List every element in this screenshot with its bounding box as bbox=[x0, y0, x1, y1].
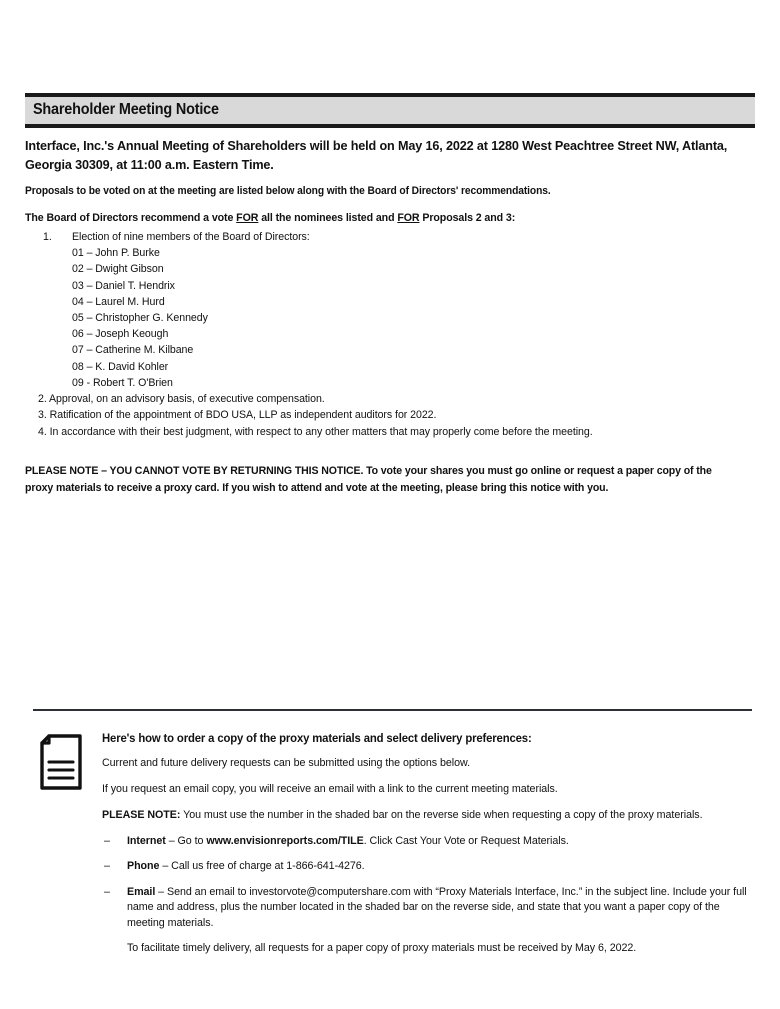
list-item: 2. Approval, on an advisory basis, of executive compensation. bbox=[38, 393, 325, 406]
order-materials-title: Here's how to order a copy of the proxy materials and select delivery preferences: bbox=[102, 731, 532, 745]
list-item: 01 – John P. Burke bbox=[72, 247, 160, 260]
rec-part-1: The Board of Directors recommend a vote bbox=[25, 212, 237, 224]
list-item: 07 – Catherine M. Kilbane bbox=[72, 344, 194, 357]
envisionreports-url[interactable]: www.envisionreports.com/TILE bbox=[206, 835, 364, 847]
rec-part-2: all the nominees listed and bbox=[258, 212, 398, 224]
rec-for-1: FOR bbox=[236, 212, 259, 224]
list-item: 3. Ratification of the appointment of BDO USA, LLP as independent auditors for 2022. bbox=[38, 409, 437, 422]
delivery-requests-paragraph: Current and future delivery requests can be submitted using the options below. bbox=[102, 757, 471, 769]
list-item: 04 – Laurel M. Hurd bbox=[72, 295, 165, 308]
proposal-1-number: 1. bbox=[43, 231, 52, 243]
list-item: 08 – K. David Kohler bbox=[72, 360, 169, 373]
option-text-phone: – Call us free of charge at 1-866-641-4276. bbox=[159, 860, 365, 873]
page-title: Shareholder Meeting Notice bbox=[33, 101, 219, 118]
please-note-label: PLEASE NOTE: bbox=[102, 809, 181, 821]
meeting-details-lead: Interface, Inc.'s Annual Meeting of Shareholders will be held on May 16, 2022 at 1280 West Peachtree Street NW, Atlanta, Georgia 30309, at 11:00 a.m. Eastern Time. bbox=[25, 138, 728, 172]
dash-bullet-icon: – bbox=[104, 885, 110, 898]
delivery-option-email bbox=[102, 885, 755, 931]
delivery-option-phone bbox=[102, 859, 755, 874]
email-copy-paragraph: If you request an email copy, you will receive an email with a link to the current meeting materials. bbox=[102, 783, 558, 795]
shareholder-meeting-notice-header bbox=[25, 93, 755, 128]
list-item: 09 - Robert T. O'Brien bbox=[72, 376, 173, 389]
board-recommendation-line bbox=[25, 211, 755, 226]
delivery-options-list bbox=[102, 834, 755, 931]
delivery-option-internet bbox=[102, 834, 755, 849]
please-note-text: You must use the number in the shaded bar on the reverse side when requesting a copy of the proxy materials. bbox=[180, 809, 703, 821]
shaded-bar-note bbox=[102, 808, 755, 823]
option-label-phone: Phone bbox=[127, 860, 160, 873]
dash-bullet-icon: – bbox=[104, 835, 110, 847]
other-proposals-list bbox=[25, 391, 755, 440]
option-label-internet: Internet bbox=[127, 835, 166, 847]
rec-for-2: FOR bbox=[397, 212, 420, 224]
rec-part-3: Proposals 2 and 3: bbox=[419, 212, 516, 224]
proposal-1-row bbox=[25, 229, 755, 245]
dash-bullet-icon: – bbox=[104, 860, 110, 873]
option-text-before-internet: – Go to bbox=[165, 835, 207, 847]
list-item: 4. In accordance with their best judgment, with respect to any other matters that may properly come before the meeting. bbox=[38, 425, 593, 438]
option-label-email: Email bbox=[127, 885, 156, 898]
list-item: 06 – Joseph Keough bbox=[72, 328, 169, 341]
list-item: 05 – Christopher G. Kennedy bbox=[72, 312, 208, 325]
timely-delivery-footer: To facilitate timely delivery, all requests for a paper copy of proxy materials must be received by May 6, 2022. bbox=[127, 942, 637, 955]
order-materials-body bbox=[102, 730, 755, 956]
document-icon bbox=[33, 732, 89, 794]
nominee-list bbox=[25, 245, 755, 391]
please-note-paragraph: PLEASE NOTE – YOU CANNOT VOTE BY RETURNING THIS NOTICE. To vote your shares you must go online or request a paper copy of the proxy materials to receive a proxy card. If you wish to attend and vote at the meeting, please bring this notice with you. bbox=[25, 465, 712, 494]
list-item: 02 – Dwight Gibson bbox=[72, 263, 164, 276]
notice-body bbox=[25, 136, 755, 440]
list-item: 03 – Daniel T. Hendrix bbox=[72, 279, 175, 292]
option-text-email: – Send an email to investorvote@computershare.com with “Proxy Materials Interface, Inc.” in the subject line. Include your full name and address, plus the number located in the shaded bar on the reverse side, and state that you want a paper copy of the meeting materials. bbox=[127, 885, 747, 929]
section-divider bbox=[33, 709, 752, 711]
proposal-1-text: Election of nine members of the Board of Directors: bbox=[72, 231, 310, 243]
option-text-after-internet: . Click Cast Your Vote or Request Materials. bbox=[363, 835, 569, 847]
proposals-intro-line: Proposals to be voted on at the meeting are listed below along with the Board of Directors' recommendations. bbox=[25, 185, 551, 197]
